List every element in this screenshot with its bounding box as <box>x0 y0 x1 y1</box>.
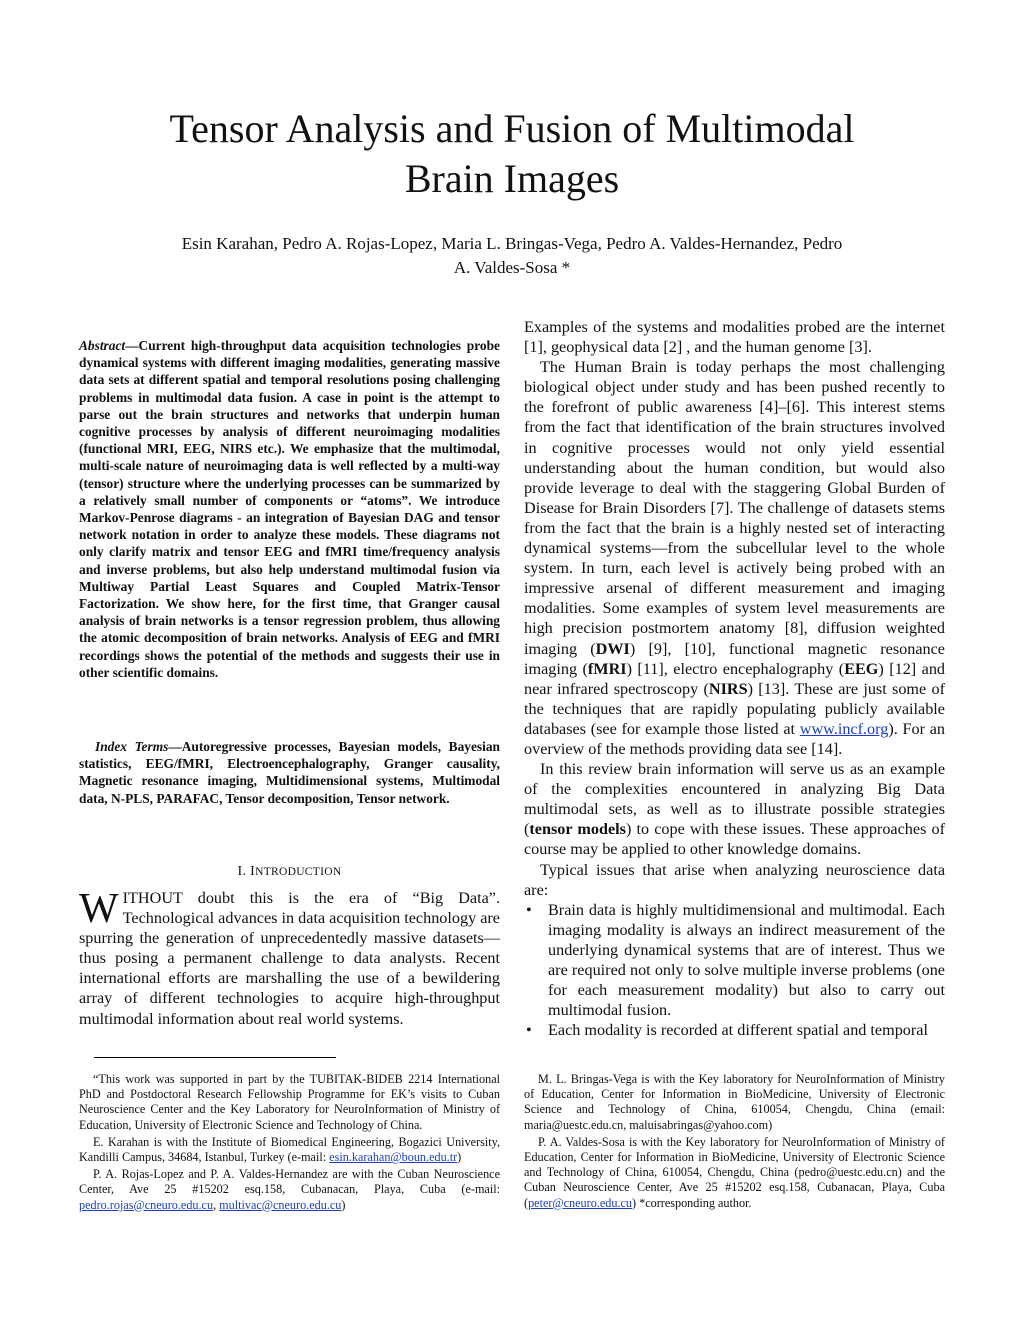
list-item: • Each modality is recorded at different spatial and temporal <box>526 1021 928 1040</box>
author-list <box>130 232 894 280</box>
footnotes-right <box>524 1072 945 1213</box>
bullet-icon: • <box>526 1021 532 1040</box>
index-terms <box>79 738 500 807</box>
footnote-funding: “This work was supported in part by the TUBITAK-BIDEB 2214 International PhD and Postdoctoral Research Fellowship Programme for EK’s visits to Cuban Neuroscience Center and the Key Laboratory for NeuroInformation of Ministry of Education, University of Electronic Science and Technology of China. <box>79 1072 500 1132</box>
title-line-1: Tensor Analysis and Fusion of Multimodal <box>169 106 855 151</box>
abstract-text: —Current high-throughput data acquisition technologies probe dynamical systems with different imaging modalities, generating massive data sets at different spatial and temporal resolutions posing challenging problems in multimodal data fusion. A case in point is the attempt to parse out the brain structures and networks that underpin human cognitive processes by analysis of different neuroimaging modalities (functional MRI, EEG, NIRS etc.). We emphasize that the multimodal, multi-scale nature of neuroimaging data is well reflected by a multi-way (tensor) structure where the underlying processes can be summarized by a relatively small number of components or “atoms”. We introduce Markov-Penrose diagrams - an integration of Bayesian DAG and tensor network notation in order to analyze these models. These diagrams not only clarify matrix and tensor EEG and fMRI time/frequency analysis and inverse problems, but also help understand multimodal fusion via Multiway Partial Least Squares and Coupled Matrix-Tensor Factorization. We show here, for the first time, that Granger causal analysis of brain networks is a tensor regression problem, thus allowing the atomic decomposition of brain networks. Analysis of EEG and fMRI recordings shows the potential of the methods and suggests their use in other scientific domains. <box>79 338 500 680</box>
footnote-karahan: E. Karahan is with the Institute of Biomedical Engineering, Bogazici University, Kandilli Campus, 34684, Istanbul, Turkey (e-mail: esin.karahan@boun.edu.tr) <box>79 1134 500 1165</box>
issue-list <box>524 900 945 1041</box>
authors-line-1: Esin Karahan, Pedro A. Rojas-Lopez, Maria L. Bringas-Vega, Pedro A. Valdes-Hernandez, Pedro <box>181 234 843 253</box>
right-column-text <box>524 317 945 1040</box>
footnote-rojas: P. A. Rojas-Lopez and P. A. Valdes-Hernandez are with the Cuban Neuroscience Center, Ave 25 #15202 esq.158, Cubanacan, Playa, Cuba (e-mail: pedro.rojas@cneuro.edu.cu, multivac@cneuro.edu.cu) <box>79 1167 500 1212</box>
drop-cap: W <box>79 886 119 932</box>
intro-paragraph: ITHOUT doubt this is the era of “Big Data”. Technological advances in data acquisition technology are spurring the generation of unprecedentedly massive datasets—thus posing a permanent challenge to data analysts. Recent international efforts are marshalling the use of a bewildering array of different technologies to acquire high-throughput multimodal information about real world systems. <box>79 889 500 1028</box>
section-title-rest: NTRODUCTION <box>255 866 342 878</box>
footnotes-left <box>79 1072 500 1215</box>
bullet-icon: • <box>526 900 532 919</box>
section-number: I. <box>237 864 247 879</box>
email-link[interactable]: peter@cneuro.edu.cu <box>528 1195 632 1210</box>
title-line-2: Brain Images <box>404 156 620 201</box>
introduction-text <box>79 888 500 1029</box>
footnote-bringas: M. L. Bringas-Vega is with the Key laboratory for NeuroInformation of Ministry of Education, Center for Information in BioMedicine, University of Electronic Science and Technology of China, 610054, Chengdu, China (email: maria@uestc.edu.cn, maluisabringas@yahoo.com) <box>524 1072 945 1132</box>
email-link[interactable]: pedro.rojas@cneuro.edu.cu <box>79 1197 214 1212</box>
footnote-rule <box>94 1057 336 1058</box>
section-title-first: I <box>250 864 256 879</box>
list-item: • Brain data is highly multidimensional and multimodal. Each imaging modality is always an indirect measurement of the underlying dynamical systems that are of interest. Thus we are required not only to solve multiple inverse problems (one for each measurement modality) but also to carry out multimodal fusion. <box>526 900 945 1020</box>
paragraph: The Human Brain is today perhaps the most challenging biological object under study and has been pushed recently to the forefront of public awareness [4]–[6]. This interest stems from the fact that identification of the brain structures involved in cognitive processes would not only yield essential understanding about the human condition, but would also provide leverage to deal with the staggering Global Burden of Disease for Brain Disorders [7]. The challenge of datasets stems from the fact that the brain is a highly nested set of interacting dynamical systems—from the subcellular level to the whole system. In turn, each level is actively being probed with an impressive arsenal of different measurement and imaging modalities. Some examples of system level measurements are high precision postmortem anatomy [8], diffusion weighted imaging (DWI) [9], [10], functional magnetic resonance imaging (fMRI) [11], electro encephalography (EEG) [12] and near infrared spectroscopy (NIRS) [13]. These are just some of the techniques that are rapidly populating publicly available databases (see for example those listed at www.incf.org). For an overview of the methods providing data see [14]. <box>524 358 946 758</box>
authors-line-2: A. Valdes-Sosa * <box>453 258 571 277</box>
paragraph: In this review brain information will serve us as an example of the complexities encountered in analyzing Big Data multimodal sets, as well as to illustrate possible strategies (tensor models) to cope with these issues. These approaches of course may be applied to other knowledge domains. <box>524 760 945 859</box>
paragraph: Typical issues that arise when analyzing neuroscience data are: <box>524 860 945 899</box>
paper-title <box>80 104 944 204</box>
index-terms-label: Index Terms <box>95 739 169 754</box>
email-link[interactable]: multivac@cneuro.edu.cu <box>219 1197 342 1212</box>
footnote-valdes-sosa: P. A. Valdes-Sosa is with the Key laboratory for NeuroInformation of Ministry of Education, Center for Information in BioMedicine, University of Electronic Science and Technology of China, 610054, Chengdu, China (pedro@uestc.edu.cn) and the Cuban Neuroscience Center, Ave 25 #15202 esq.158, Cubanacan, Playa, Cuba (peter@cneuro.edu.cu) *corresponding author. <box>524 1134 945 1210</box>
incf-link[interactable]: www.incf.org <box>799 719 889 738</box>
index-terms-text: —Autoregressive processes, Bayesian models, Bayesian statistics, EEG/fMRI, Electroencephalography, Granger causality, Magnetic resonance imaging, Multidimensional systems, Multimodal data, N-PLS, PARAFAC, Tensor decomposition, Tensor network. <box>79 739 500 806</box>
abstract-label: Abstract <box>79 338 126 353</box>
paragraph: Examples of the systems and modalities probed are the internet [1], geophysical data [2] , and the human genome [3]. <box>524 318 945 357</box>
email-link[interactable]: esin.karahan@boun.edu.tr <box>329 1150 458 1165</box>
abstract <box>79 337 500 681</box>
section-heading-introduction <box>79 864 500 880</box>
